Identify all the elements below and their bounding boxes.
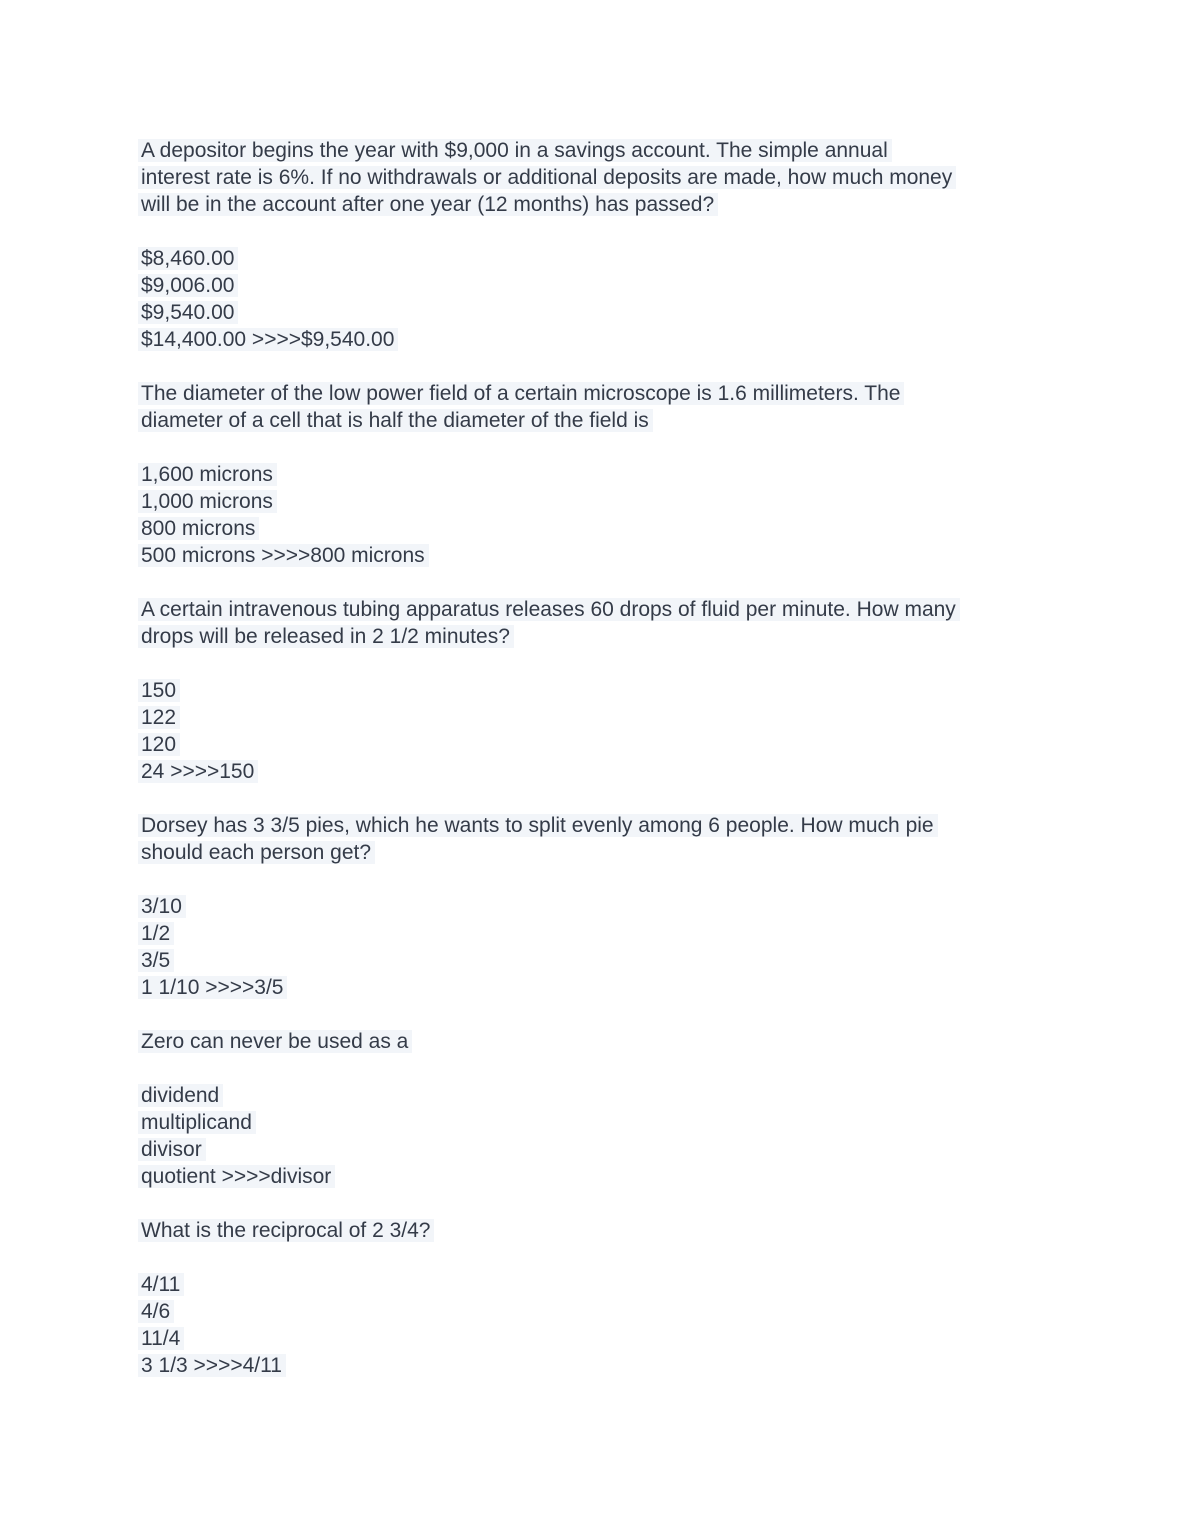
highlighted-text: A certain intravenous tubing apparatus releases 60 drops of fluid per minute. How many xyxy=(138,598,960,621)
answer-option-line xyxy=(138,893,1070,920)
highlighted-text: What is the reciprocal of 2 3/4? xyxy=(138,1219,434,1242)
question-paragraph xyxy=(138,1217,1070,1244)
answer-option-line xyxy=(138,1082,1070,1109)
highlighted-text: 4/11 xyxy=(138,1273,184,1296)
answer-option-line xyxy=(138,272,1070,299)
question-paragraph xyxy=(138,380,1070,434)
answer-option-line xyxy=(138,1352,1070,1379)
answer-option-line xyxy=(138,1163,1070,1190)
highlighted-text: 150 xyxy=(138,679,180,702)
answer-option-line xyxy=(138,974,1070,1001)
question-text-line xyxy=(138,164,1070,191)
question-text-line xyxy=(138,623,1070,650)
question-text-line xyxy=(138,191,1070,218)
highlighted-text: 500 microns >>>>800 microns xyxy=(138,544,429,567)
highlighted-text: dividend xyxy=(138,1084,223,1107)
question-text-line xyxy=(138,596,1070,623)
highlighted-text: A depositor begins the year with $9,000 in a savings account. The simple annual xyxy=(138,139,892,162)
answer-option-line xyxy=(138,461,1070,488)
highlighted-text: 120 xyxy=(138,733,180,756)
highlighted-text: Dorsey has 3 3/5 pies, which he wants to split evenly among 6 people. How much pie xyxy=(138,814,938,837)
question-paragraph xyxy=(138,1028,1070,1055)
answer-option-line xyxy=(138,1109,1070,1136)
highlighted-text: drops will be released in 2 1/2 minutes? xyxy=(138,625,514,648)
answer-options xyxy=(138,245,1070,353)
highlighted-text: will be in the account after one year (12 months) has passed? xyxy=(138,193,718,216)
highlighted-text: The diameter of the low power field of a certain microscope is 1.6 millimeters. The xyxy=(138,382,904,405)
highlighted-text: 3/10 xyxy=(138,895,186,918)
answer-options xyxy=(138,893,1070,1001)
highlighted-text: 4/6 xyxy=(138,1300,174,1323)
question-text-line xyxy=(138,1217,1070,1244)
highlighted-text: 1/2 xyxy=(138,922,174,945)
highlighted-text: quotient >>>>divisor xyxy=(138,1165,335,1188)
question-paragraph xyxy=(138,137,1070,218)
question-text-line xyxy=(138,812,1070,839)
answer-option-line xyxy=(138,1325,1070,1352)
highlighted-text: 11/4 xyxy=(138,1327,184,1350)
answer-options xyxy=(138,1082,1070,1190)
question-text-line xyxy=(138,137,1070,164)
highlighted-text: $9,540.00 xyxy=(138,301,238,324)
answer-options xyxy=(138,677,1070,785)
highlighted-text: divisor xyxy=(138,1138,206,1161)
highlighted-text: $14,400.00 >>>>$9,540.00 xyxy=(138,328,398,351)
highlighted-text: 24 >>>>150 xyxy=(138,760,258,783)
question-text-line xyxy=(138,407,1070,434)
answer-option-line xyxy=(138,731,1070,758)
answer-options xyxy=(138,461,1070,569)
highlighted-text: 1 1/10 >>>>3/5 xyxy=(138,976,287,999)
highlighted-text: $8,460.00 xyxy=(138,247,238,270)
answer-option-line xyxy=(138,758,1070,785)
answer-option-line xyxy=(138,1271,1070,1298)
highlighted-text: 800 microns xyxy=(138,517,259,540)
question-paragraph xyxy=(138,596,1070,650)
question-paragraph xyxy=(138,812,1070,866)
highlighted-text: 3 1/3 >>>>4/11 xyxy=(138,1354,286,1377)
answer-option-line xyxy=(138,704,1070,731)
question-text-line xyxy=(138,380,1070,407)
answer-option-line xyxy=(138,1298,1070,1325)
highlighted-text: diameter of a cell that is half the diameter of the field is xyxy=(138,409,653,432)
answer-option-line xyxy=(138,947,1070,974)
answer-option-line xyxy=(138,245,1070,272)
answer-option-line xyxy=(138,299,1070,326)
answer-option-line xyxy=(138,920,1070,947)
answer-option-line xyxy=(138,542,1070,569)
highlighted-text: 1,000 microns xyxy=(138,490,277,513)
answer-option-line xyxy=(138,326,1070,353)
highlighted-text: should each person get? xyxy=(138,841,375,864)
question-text-line xyxy=(138,1028,1070,1055)
highlighted-text: multiplicand xyxy=(138,1111,256,1134)
highlighted-text: 3/5 xyxy=(138,949,174,972)
highlighted-text: 122 xyxy=(138,706,180,729)
highlighted-text: Zero can never be used as a xyxy=(138,1030,412,1053)
answer-options xyxy=(138,1271,1070,1379)
answer-option-line xyxy=(138,515,1070,542)
question-text-line xyxy=(138,839,1070,866)
answer-option-line xyxy=(138,677,1070,704)
answer-option-line xyxy=(138,488,1070,515)
highlighted-text: $9,006.00 xyxy=(138,274,238,297)
highlighted-text: interest rate is 6%. If no withdrawals or additional deposits are made, how much money xyxy=(138,166,956,189)
highlighted-text: 1,600 microns xyxy=(138,463,277,486)
answer-option-line xyxy=(138,1136,1070,1163)
